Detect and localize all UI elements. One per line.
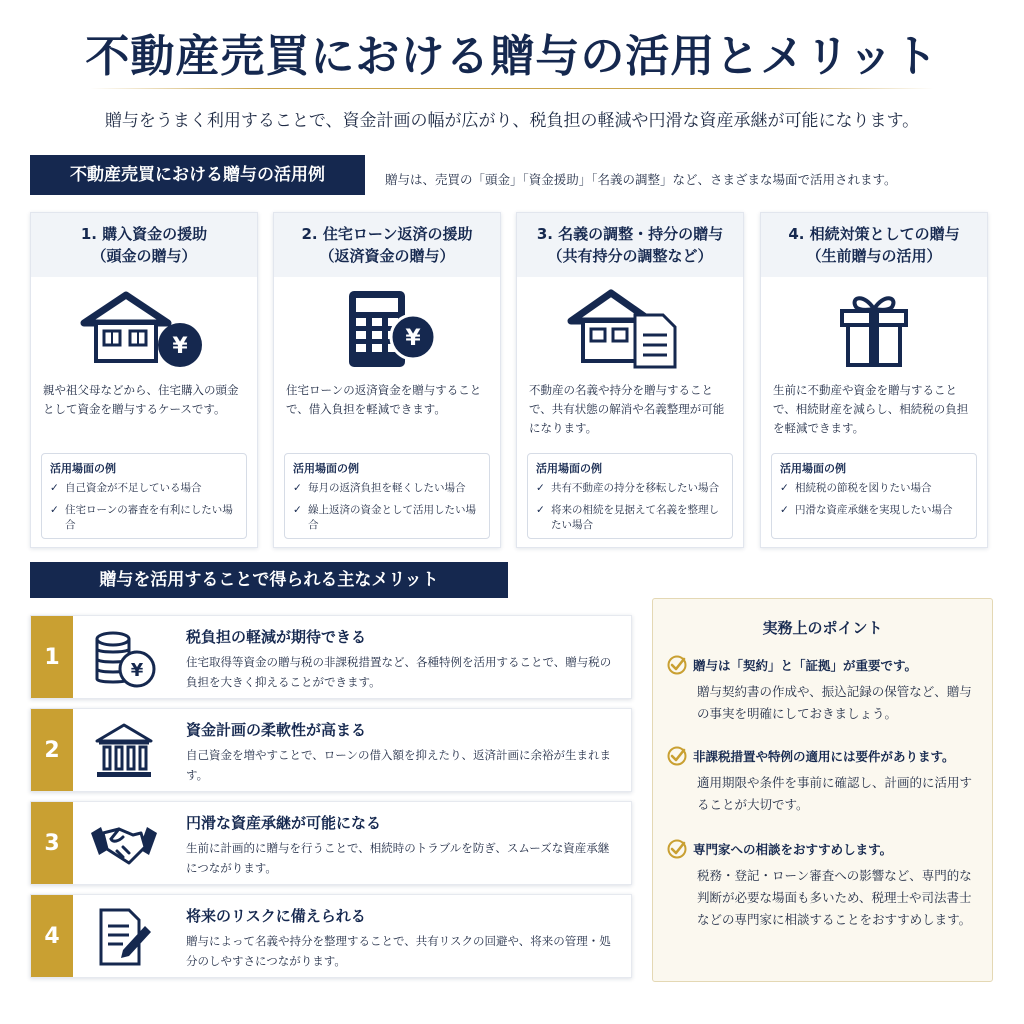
merit-title: 円滑な資産承継が可能になる <box>186 814 382 832</box>
merit-number: 4 <box>31 895 73 977</box>
merits-section-header: 贈与を活用することで得られる主なメリット <box>30 562 508 598</box>
usage-example-text: 将来の相続を見据えて名義を整理したい場合 <box>551 504 719 531</box>
usage-example-item <box>536 503 724 533</box>
practical-point <box>667 655 982 725</box>
merit-description: 生前に計画的に贈与を行うことで、相続時のトラブルを防ぎ、スムーズな資産承継につながります。 <box>186 841 610 875</box>
practical-points-title: 実務上のポイント <box>762 619 883 637</box>
usage-examples-title: 活用場面の例 <box>536 462 602 475</box>
document-pen-icon <box>89 903 159 971</box>
card-description: 住宅ローンの返済資金を贈与することで、借入負担を軽減できます。 <box>286 383 482 416</box>
usage-example-text: 相続税の節税を図りたい場合 <box>795 482 932 494</box>
usage-examples-title: 活用場面の例 <box>780 462 846 475</box>
merit-title: 税負担の軽減が期待できる <box>186 628 367 646</box>
svg-text:¥: ¥ <box>130 660 144 681</box>
usage-example-item <box>780 481 968 496</box>
usage-examples-title: 活用場面の例 <box>293 462 359 475</box>
merit-item-flexible-funding <box>30 708 632 792</box>
check-icon: ✓ <box>293 504 302 516</box>
check-icon: ✓ <box>293 482 302 494</box>
usage-examples-title: 活用場面の例 <box>50 462 116 475</box>
usage-example-item <box>293 503 481 533</box>
bank-icon <box>89 717 159 785</box>
gold-check-icon <box>667 839 687 859</box>
card-description: 生前に不動産や資金を贈与することで、相続財産を減らし、相続税の負担を軽減できます。 <box>773 383 969 435</box>
example-card-inheritance-gift <box>760 212 988 548</box>
merit-number: 1 <box>31 616 73 698</box>
usage-example-text: 繰上返済の資金として活用したい場合 <box>308 504 476 531</box>
point-heading <box>667 839 982 859</box>
card-subtitle: （生前贈与の活用） <box>806 247 942 265</box>
merit-item-risk-preparation <box>30 894 632 978</box>
check-icon: ✓ <box>780 504 789 516</box>
check-icon: ✓ <box>780 482 789 494</box>
merit-number: 3 <box>31 802 73 884</box>
merit-title: 資金計画の柔軟性が高まる <box>186 721 367 739</box>
examples-section-note: 贈与は、売買の「頭金」「資金援助」「名義の調整」など、さまざまな場面で活用されます。 <box>385 172 897 187</box>
card-title: 2. 住宅ローン返済の援助 <box>301 225 473 243</box>
usage-examples-box <box>527 453 733 539</box>
point-heading <box>667 746 982 766</box>
usage-example-text: 円滑な資産承継を実現したい場合 <box>795 504 953 516</box>
example-card-purchase-funds <box>30 212 258 548</box>
card-heading <box>517 213 743 277</box>
practical-points-panel <box>652 598 993 982</box>
usage-example-text: 毎月の返済負担を軽くしたい場合 <box>308 482 466 494</box>
usage-example-text: 住宅ローンの審査を有利にしたい場合 <box>65 504 233 531</box>
gold-check-icon <box>667 655 687 675</box>
point-description: 贈与契約書の作成や、振込記録の保管など、贈与の事実を明確にしておきましょう。 <box>697 684 972 721</box>
gift-icon <box>761 277 987 381</box>
usage-example-text: 自己資金が不足している場合 <box>65 482 202 494</box>
example-card-loan-repayment <box>273 212 501 548</box>
usage-example-item <box>50 481 238 496</box>
check-icon: ✓ <box>536 504 545 516</box>
gold-check-icon <box>667 746 687 766</box>
practical-point <box>667 746 982 816</box>
card-heading <box>31 213 257 277</box>
svg-text:¥: ¥ <box>405 326 421 351</box>
usage-example-text: 共有不動産の持分を移転したい場合 <box>551 482 719 494</box>
check-icon: ✓ <box>50 504 59 516</box>
card-title: 1. 購入資金の援助 <box>80 225 208 243</box>
house-yen-icon <box>31 277 257 381</box>
card-heading <box>761 213 987 277</box>
point-description: 適用期限や条件を事前に確認し、計画的に活用することが大切です。 <box>697 775 973 812</box>
page-subtitle: 贈与をうまく利用することで、資金計画の幅が広がり、税負担の軽減や円滑な資産承継が可能になります。 <box>104 111 920 131</box>
title-divider <box>90 88 934 89</box>
svg-text:¥: ¥ <box>172 334 188 359</box>
merit-item-smooth-succession <box>30 801 632 885</box>
card-title: 4. 相続対策としての贈与 <box>788 225 960 243</box>
point-heading-text: 専門家への相談をおすすめします。 <box>693 842 893 857</box>
merit-title: 将来のリスクに備えられる <box>186 907 366 925</box>
merit-number: 2 <box>31 709 73 791</box>
card-subtitle: （返済資金の贈与） <box>319 247 455 265</box>
merit-description: 自己資金を増やすことで、ローンの借入額を抑えたり、返済計画に余裕が生まれます。 <box>186 748 612 782</box>
card-description: 親や祖父母などから、住宅購入の頭金として資金を贈与するケースです。 <box>43 383 239 416</box>
point-heading-text: 非課税措置や特例の適用には要件があります。 <box>693 749 955 764</box>
card-subtitle: （頭金の贈与） <box>91 247 197 265</box>
merit-item-tax-reduction <box>30 615 632 699</box>
card-title: 3. 名義の調整・持分の贈与 <box>536 225 724 243</box>
card-heading <box>274 213 500 277</box>
calculator-yen-icon <box>274 277 500 381</box>
coins-yen-icon <box>89 624 159 692</box>
usage-examples-box <box>284 453 490 539</box>
practical-point <box>667 839 982 931</box>
example-card-title-adjustment <box>516 212 744 548</box>
card-subtitle: （共有持分の調整など） <box>547 247 713 265</box>
page-title: 不動産売買における贈与の活用とメリット <box>85 31 939 82</box>
usage-example-item <box>780 503 968 518</box>
usage-examples-box <box>771 453 977 539</box>
check-icon: ✓ <box>536 482 545 494</box>
merit-description: 贈与によって名義や持分を整理することで、共有リスクの回避や、将来の管理・処分のしやすさにつながります。 <box>186 934 611 968</box>
house-document-icon <box>517 277 743 381</box>
usage-example-item <box>293 481 481 496</box>
usage-example-item <box>50 503 238 533</box>
usage-example-item <box>536 481 724 496</box>
check-icon: ✓ <box>50 482 59 494</box>
card-description: 不動産の名義や持分を贈与することで、共有状態の解消や名義整理が可能になります。 <box>529 383 725 435</box>
merit-description: 住宅取得等資金の贈与税の非課税措置など、各種特例を活用することで、贈与税の負担を大きく抑えることができます。 <box>186 655 612 689</box>
handshake-icon <box>89 810 159 878</box>
usage-examples-box <box>41 453 247 539</box>
point-heading-text: 贈与は「契約」と「証拠」が重要です。 <box>693 658 918 673</box>
examples-section-header: 不動産売買における贈与の活用例 <box>30 155 365 195</box>
point-description: 税務・登記・ローン審査への影響など、専門的な判断が必要な場面も多いため、税理士や司法書士などの専門家に相談することをおすすめします。 <box>697 868 972 927</box>
point-heading <box>667 655 982 675</box>
